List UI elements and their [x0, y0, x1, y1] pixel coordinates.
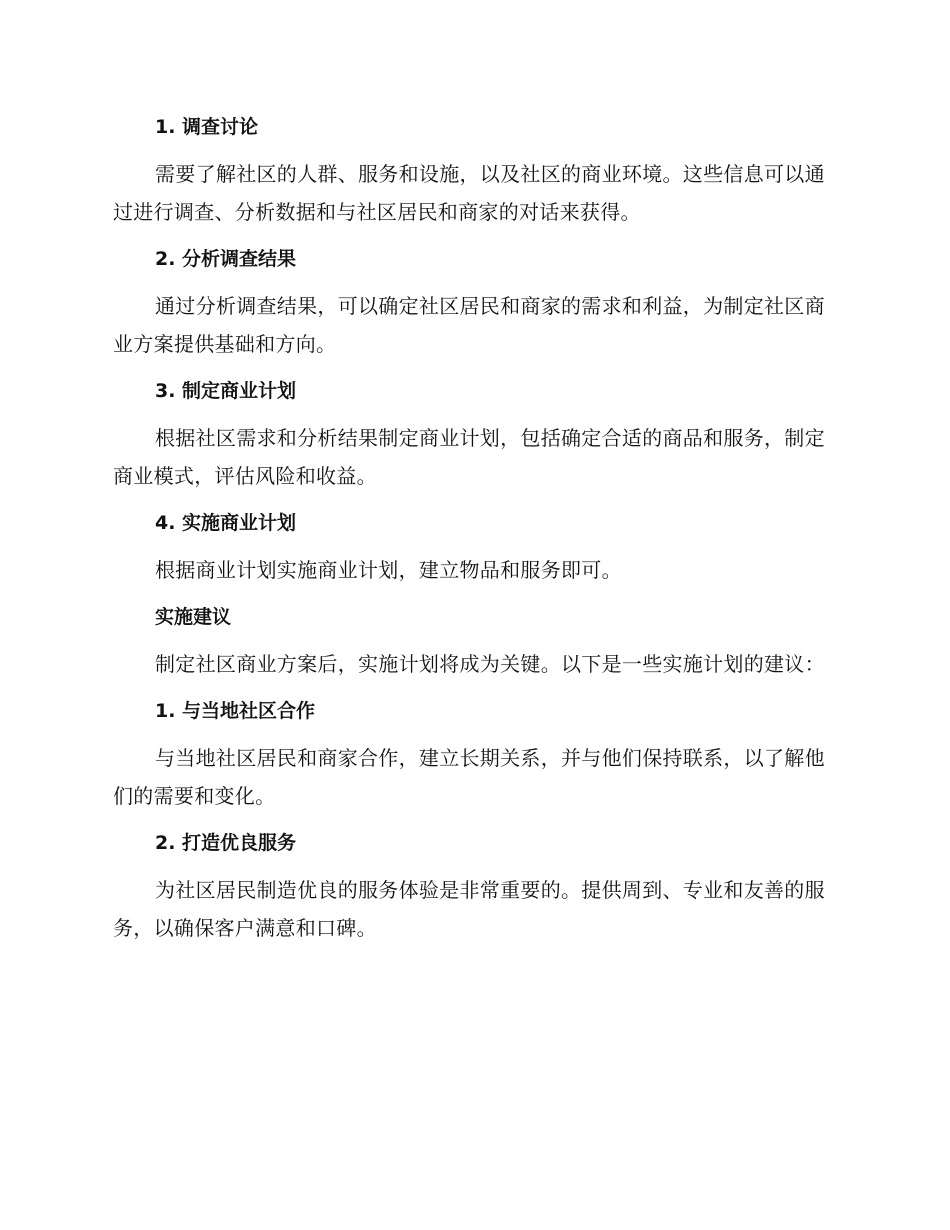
- section-heading-plan: 3. 制定商业计划: [155, 380, 297, 402]
- section-paragraph-implement: 根据商业计划实施商业计划，建立物品和服务即可。: [155, 558, 622, 582]
- section-paragraph-plan: 根据社区需求和分析结果制定商业计划，包括确定合适的商品和服务，制定商业模式，评估风险和收益。: [113, 426, 825, 488]
- section-paragraph-cooperate: 与当地社区居民和商家合作，建立长期关系，并与他们保持联系，以了解他们的需要和变化。: [113, 746, 825, 808]
- section-heading-service: 2. 打造优良服务: [155, 832, 297, 854]
- section-paragraph-suggestions: 制定社区商业方案后，实施计划将成为关键。以下是一些实施计划的建议：: [155, 652, 825, 676]
- section-heading-implement: 4. 实施商业计划: [155, 512, 297, 534]
- section-heading-analysis: 2. 分析调查结果: [155, 248, 297, 270]
- section-heading-survey: 1. 调查讨论: [155, 116, 259, 138]
- section-paragraph-survey: 需要了解社区的人群、服务和设施，以及社区的商业环境。这些信息可以通过进行调查、分析数据和与社区居民和商家的对话来获得。: [113, 162, 825, 224]
- section-paragraph-analysis: 通过分析调查结果，可以确定社区居民和商家的需求和利益，为制定社区商业方案提供基础和方向。: [113, 294, 825, 356]
- document-page: [113, 110, 833, 958]
- section-heading-suggestions: 实施建议: [155, 606, 232, 628]
- section-heading-cooperate: 1. 与当地社区合作: [155, 700, 316, 722]
- section-paragraph-service: 为社区居民制造优良的服务体验是非常重要的。提供周到、专业和友善的服务，以确保客户满意和口碑。: [113, 878, 825, 940]
